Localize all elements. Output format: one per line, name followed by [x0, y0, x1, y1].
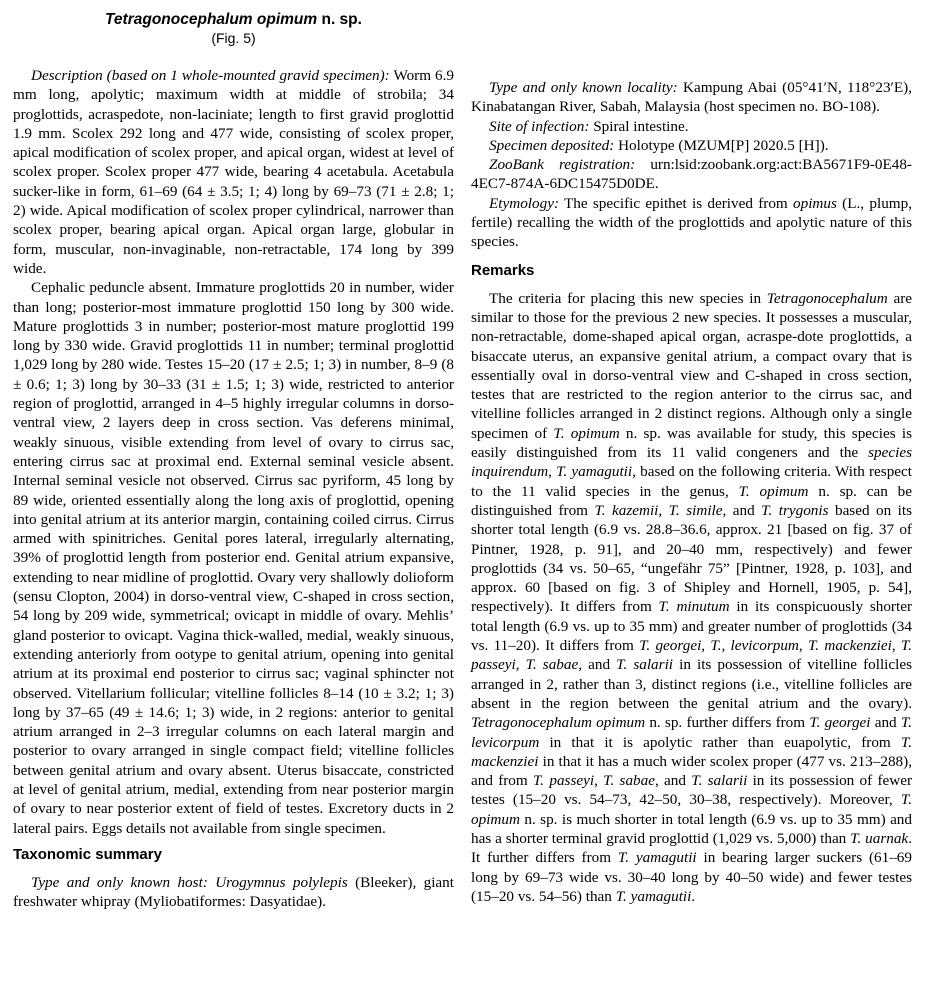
- text-run: in its possession of vitelline follicles arranged in 2, rather than 3, distinct regions (i.e., vitelline follicles are absent in the region between the genital atrium and the ovary).: [471, 656, 912, 712]
- text-run: n. sp. was available for study, this species is easily distinguished from its 11 valid congeners and the: [471, 424, 912, 462]
- italic-text-run: Description (based on 1 whole-mounted gravid specimen):: [31, 67, 390, 84]
- italic-text-run: T. levicorpum: [471, 714, 912, 751]
- italic-text-run: T. opimum: [471, 791, 912, 828]
- text-run: , and: [578, 656, 617, 674]
- italic-text-run: opimus: [793, 194, 837, 212]
- italic-text-run: T. minutum: [658, 598, 730, 616]
- text-run: in that it is apolytic rather than euapolytic, from: [539, 733, 901, 751]
- zoobank-paragraph: [471, 155, 912, 194]
- text-run: n. sp. further differs from: [645, 714, 810, 732]
- text-run: Worm 6.9 mm long, apolytic; maximum width at middle of strobila; 34 proglottids, acraspedote, non-laciniate; length to first gravid proglottid 1.9 mm. Scolex 292 long and 477 wide, consisting of scolex proper, apical modification of scolex proper, and apical organ, widest at level of scolex proper. Scolex proper 477 wide, bearing 4 acetabula. Acetabula sucker-like in form, 61–69 (64 ± 3.5; 1; 4) long by 69–73 (71 ± 2.8; 1; 2) wide. Apical modification of scolex proper cylindrical, narrower than scolex proper, bearing apical organ. Apical organ large, globular in form, muscular, non-invaginable, non-retractable, 174 long by 399 wide.: [13, 67, 454, 277]
- text-run: ,: [515, 656, 526, 674]
- italic-text-run: Specimen deposited:: [489, 136, 615, 154]
- remarks-paragraph: [471, 289, 912, 907]
- text-run: (Bleeker), giant freshwater whipray (Myliobatiformes: Dasyatidae).: [13, 873, 454, 911]
- italic-text-run: T., levicorpum: [710, 637, 799, 655]
- text-run: in its conspicuously shorter total length (6.9 vs. up to 35 mm) and greater number of proglottids (34 vs. 11–20). It differs from: [471, 598, 912, 655]
- italic-text-run: Etymology:: [489, 194, 560, 212]
- text-run: Spiral intestine.: [589, 117, 689, 135]
- text-run: , and: [722, 501, 762, 519]
- italic-text-run: T. salarii: [616, 656, 674, 674]
- italic-text-run: ZooBank registration:: [489, 156, 636, 174]
- description-paragraph-2: [13, 278, 454, 838]
- text-run: The criteria for placing this new species in: [489, 289, 767, 307]
- italic-text-run: T. yamagutii: [556, 463, 633, 481]
- text-run: n. sp. can be distinguished from: [471, 482, 912, 519]
- italic-text-run: Type and only known host: Urogymnus polylepis: [31, 873, 348, 891]
- text-run: ,: [798, 637, 808, 655]
- text-run: in bearing larger suckers (61–69 long by 69–73 wide vs. 30–40 long by 40–50 wide) and fewer testes (15–20 vs. 54–56) than: [471, 849, 912, 905]
- italic-text-run: T. opimum: [553, 424, 620, 442]
- text-run: ,: [701, 637, 711, 655]
- etymology-paragraph: [471, 194, 912, 252]
- italic-text-run: T. trygonis: [761, 501, 829, 519]
- text-run: , and: [654, 772, 692, 790]
- italic-text-run: T. georgei: [809, 714, 871, 732]
- italic-text-run: Site of infection:: [489, 117, 590, 135]
- italic-text-run: T. mackenziei: [471, 733, 912, 770]
- italic-text-run: T. sabae: [525, 656, 579, 674]
- text-run: in its possession of fewer testes (15–20 vs. 54–73, 42–50, 30–38, respectively). Moreover,: [471, 772, 913, 809]
- site-paragraph: [471, 117, 912, 136]
- species-status: n. sp.: [317, 11, 362, 28]
- text-run: , based on the following criteria. With respect to the 11 valid species in the genus,: [471, 463, 912, 500]
- species-heading: [13, 10, 454, 47]
- text-run: n. sp. is much shorter in total length (6.9 vs. up to 35 mm) and has a shorter terminal gravid proglottid (1,029 vs. 5,000) than: [471, 810, 912, 847]
- italic-text-run: T. passeyi: [532, 772, 595, 790]
- text-run: in that it has a much wider scolex proper (477 vs. 213–288), and from: [471, 752, 912, 790]
- italic-text-run: Tetragonocephalum: [766, 289, 888, 307]
- figure-reference: (Fig. 5): [211, 30, 256, 46]
- italic-text-run: T. sabae: [603, 772, 655, 790]
- italic-text-run: T. yamagutii: [615, 887, 692, 905]
- italic-text-run: T. uarnak: [850, 829, 909, 847]
- italic-text-run: T. yamagutii: [617, 849, 697, 867]
- specimen-paragraph: [471, 136, 912, 155]
- taxonomic-summary-heading: Taxonomic summary: [13, 845, 162, 863]
- text-run: .: [691, 887, 696, 905]
- italic-text-run: T. kazemii: [594, 501, 659, 519]
- text-run: Kampung Abai (05°41′N, 118°23′E), Kinabatangan River, Sabah, Malaysia (host specimen no. BO-108).: [471, 79, 912, 116]
- text-run: are similar to those for the previous 2 new species. It possesses a muscular, non-retractable, dome-shaped apical organ, acraspe-dote proglottids, a bisaccate uterus, an expansive genital atrium, a compact ovary that is essentially oval in dorso-ventral view and C-shaped in cross section, testes that are restricted to the region anterior to the cirrus sac, and vitelline follicles arranged in 2 distinct regions. Although only a single specimen of: [471, 289, 913, 442]
- right-column: [471, 0, 912, 906]
- italic-text-run: Type and only known locality:: [489, 79, 678, 96]
- text-run: and: [870, 714, 901, 732]
- text-run: Cephalic peduncle absent. Immature proglottids 20 in number, wider than long; posterior-most immature proglottid 150 long by 300 wide. Mature proglottids 3 in number; posterior-most mature proglottid 199 long by 330 wide. Gravid proglottids 11 in number; terminal proglottid 1,029 long by 280 wide. Testes 15–20 (17 ± 2.5; 1; 3) in number, 8–9 (8 ± 0.6; 1; 3) long by 30–33 (31 ± 1.5; 1; 3) wide, restricted to anterior region of proglottid, arranged in 4–5 highly irregular columns in dorso-ventral view, 2 layers deep in cross section. Vas deferens minimal, weakly sinuous, visible extending from level of ovary to cirrus sac, entering cirrus sac at proximal end. External seminal vesicle absent. Internal seminal vesicle not observed. Cirrus sac pyriform, 45 long by 89 wide, oriented essentially along the long axis of proglottid, opening into genital atrium at its anterior margin, containing coiled cirrus. Cirrus armed with spinitriches. Genital pores lateral, irregularly alternating, 39% of proglottid length from posterior end. Genital atrium expansive, extending to near midline of proglottid. Ovary very shallowly dolioform (sensu Clopton, 2004) in dorso-ventral view, C-shaped in cross section, 54 long by 209 wide, symmetrical; ovicapt in middle of ovary. Mehlis’ gland posterior to ovicapt. Vagina thick-walled, medial, weakly sinuous, extending anteriorly from ootype to genital atrium, opening into genital atrium at its proximal end posterior to cirrus sac; vaginal sphincter not observed. Vitellarium follicular; vitelline follicles 8–14 (10 ± 3.2; 1; 3) long by 37–65 (49 ± 14.6; 1; 3) wide, in 2 regions: anterior to genital atrium arranged in 2–3 irregular columns on each lateral margin and posterior to ovary arranged in single compact field; vitelline follicles between genital atrium and ovary absent. Uterus bisaccate, constricted at level of genital atrium, medial, extending from near posterior margin of ovary to near posterior extent of field of testes. Excretory ducts in 2 lateral pairs. Eggs details not available from single specimen.: [13, 279, 454, 837]
- remarks-heading: Remarks: [471, 261, 535, 279]
- locality-paragraph: [471, 78, 912, 117]
- italic-text-run: T. mackenziei: [807, 637, 892, 655]
- italic-text-run: T. georgei: [639, 637, 702, 655]
- italic-text-run: T. opimum: [738, 482, 809, 500]
- left-column: [13, 0, 454, 911]
- text-run: ,: [891, 637, 901, 655]
- text-run: (L., plump, fertile) recalling the width of the proglottids and apolytic nature of this species.: [471, 194, 912, 251]
- text-run: based on its shorter total length (6.9 vs. 28.8–36.6, approx. 21 [based on fig. 37 of Pintner, 1928, p. 91], and 20–40 mm, respectively) and fewer proglottids (34 vs. 50–65, “ungefähr 75” [Pintner, 1928, p. 103], and approx. 60 [based on fig. 3 of Shipley and Hornell, 1905, p. 54], respectively). It differs from: [471, 501, 912, 616]
- text-run: ,: [658, 501, 669, 519]
- italic-text-run: Tetragonocephalum opimum: [471, 714, 646, 732]
- description-paragraph: [13, 66, 454, 278]
- italic-text-run: T. salarii: [691, 772, 748, 790]
- italic-text-run: species inquirendum: [471, 444, 912, 481]
- text-run: ,: [594, 772, 604, 790]
- host-paragraph: [13, 873, 454, 912]
- italic-text-run: T. passeyi: [471, 637, 913, 674]
- text-run: urn:lsid:zoobank.org:act:BA5671F9-0E48-4EC7-874A-6DC15475D0DE.: [471, 156, 912, 193]
- species-title: [13, 10, 454, 29]
- text-run: The specific epithet is derived from: [559, 194, 794, 212]
- text-run: . It further differs from: [471, 829, 912, 867]
- text-run: Holotype (MZUM[P] 2020.5 [H]).: [614, 136, 829, 154]
- italic-text-run: T. simile: [668, 501, 723, 519]
- text-run: ,: [548, 463, 557, 481]
- species-name: Tetragonocephalum opimum: [105, 11, 318, 28]
